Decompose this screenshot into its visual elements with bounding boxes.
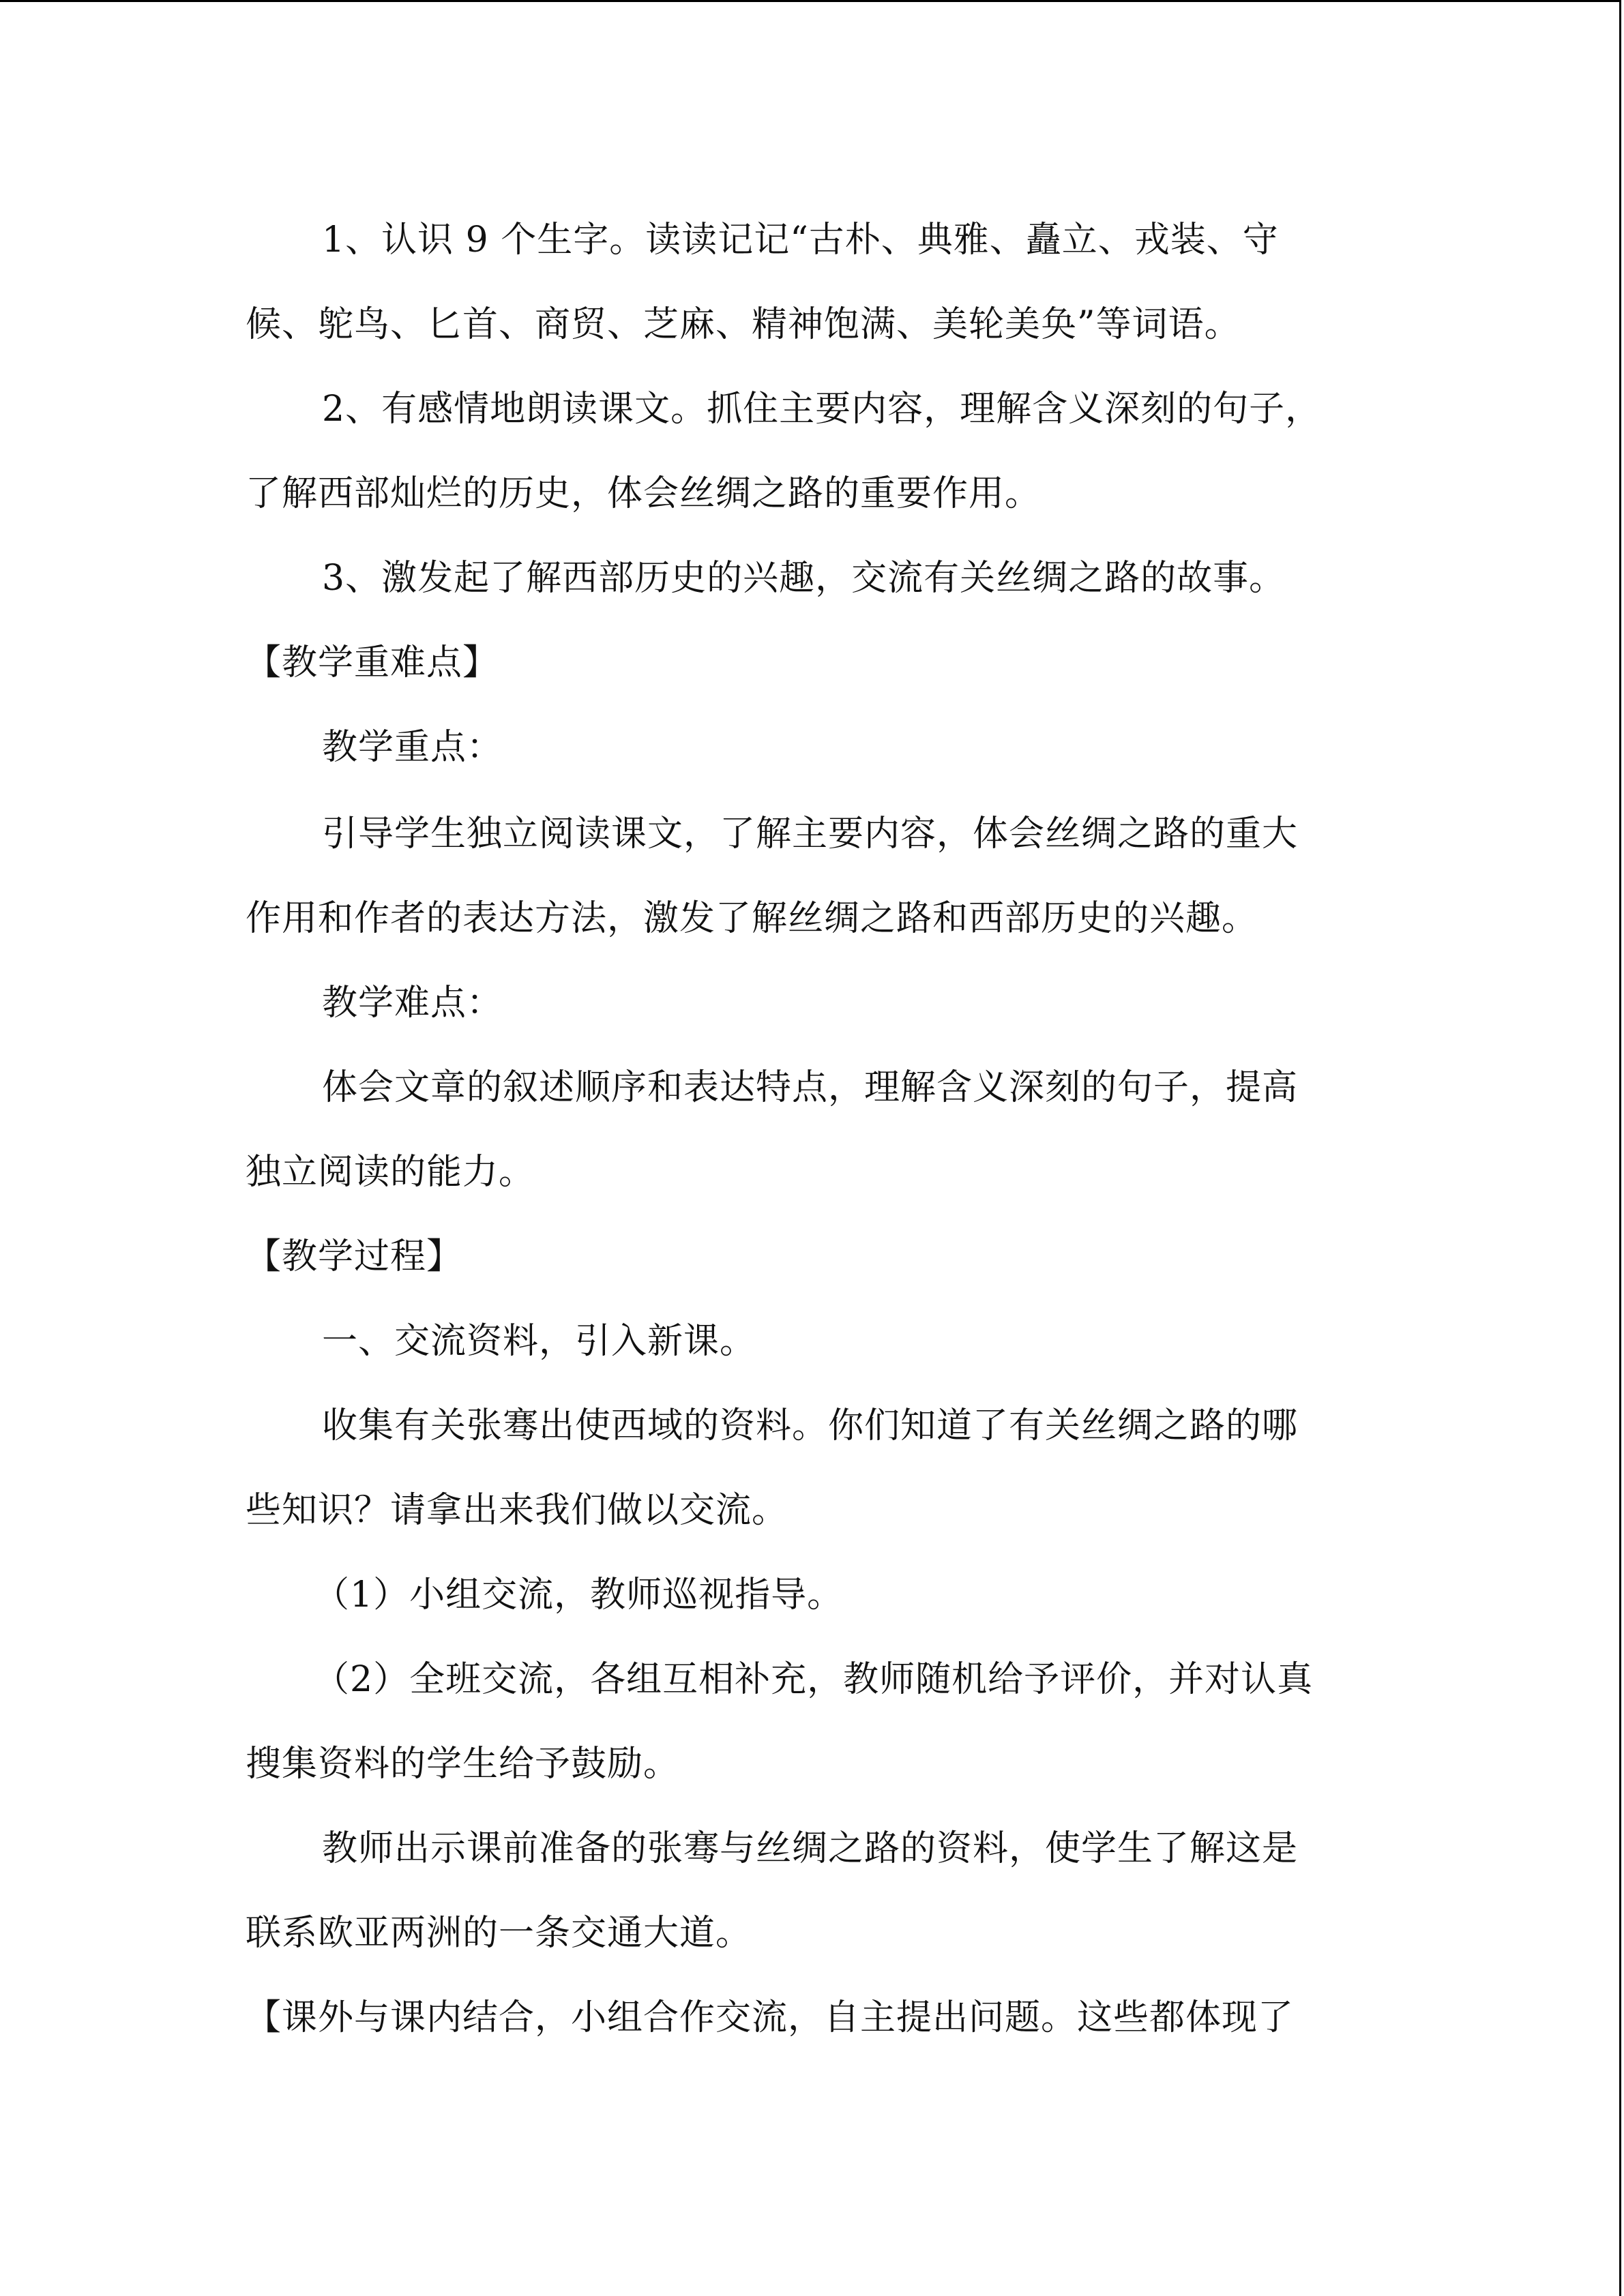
step-1-paragraph-line-1: 收集有关张骞出使西域的资料。你们知道了有关丝绸之路的哪 [322,1405,1299,1446]
objective-1-line-2: 候、鸵鸟、匕首、商贸、芝麻、精神饱满、美轮美奂”等词语。 [246,304,1241,345]
objective-2-line-1: 2、有感情地朗读课文。抓住主要内容，理解含义深刻的句子， [322,389,1322,430]
focus-line-2: 作用和作者的表达方法，激发了解丝绸之路和西部历史的兴趣。 [246,898,1258,939]
objective-2-line-2: 了解西部灿烂的历史，体会丝绸之路的重要作用。 [246,473,1042,514]
difficulty-label: 教学难点： [322,983,503,1024]
paragraph-2-line-1: 教师出示课前准备的张骞与丝绸之路的资料，使学生了解这是 [322,1828,1299,1869]
difficulty-line-2: 独立阅读的能力。 [246,1152,535,1193]
paragraph-2-line-2: 联系欧亚两洲的一条交通大道。 [246,1913,752,1954]
focus-label: 教学重点： [322,727,503,768]
sub-item-1: （1）小组交流，教师巡视指导。 [314,1575,844,1615]
key-points-heading: 【教学重难点】 [246,642,499,683]
note-line-1: 【课外与课内结合，小组合作交流，自主提出问题。这些都体现了 [246,1997,1295,2038]
difficulty-line-1: 体会文章的叙述顺序和表达特点，理解含义深刻的句子，提高 [322,1067,1299,1108]
objective-3: 3、激发起了解西部历史的兴趣，交流有关丝绸之路的故事。 [322,558,1286,599]
step-1-title: 一、交流资料，引入新课。 [322,1321,756,1362]
sub-item-2-line-1: （2）全班交流，各组互相补充，教师随机给予评价，并对认真 [314,1659,1314,1700]
step-1-paragraph-line-2: 些知识？请拿出来我们做以交流。 [246,1490,788,1531]
process-heading: 【教学过程】 [246,1236,463,1277]
focus-line-1: 引导学生独立阅读课文，了解主要内容，体会丝绸之路的重大 [322,814,1299,854]
sub-item-2-line-2: 搜集资料的学生给予鼓励。 [246,1744,680,1785]
objective-1-line-1: 1、认识 9 个生字。读读记记“古朴、典雅、矗立、戎装、守 [322,220,1279,260]
